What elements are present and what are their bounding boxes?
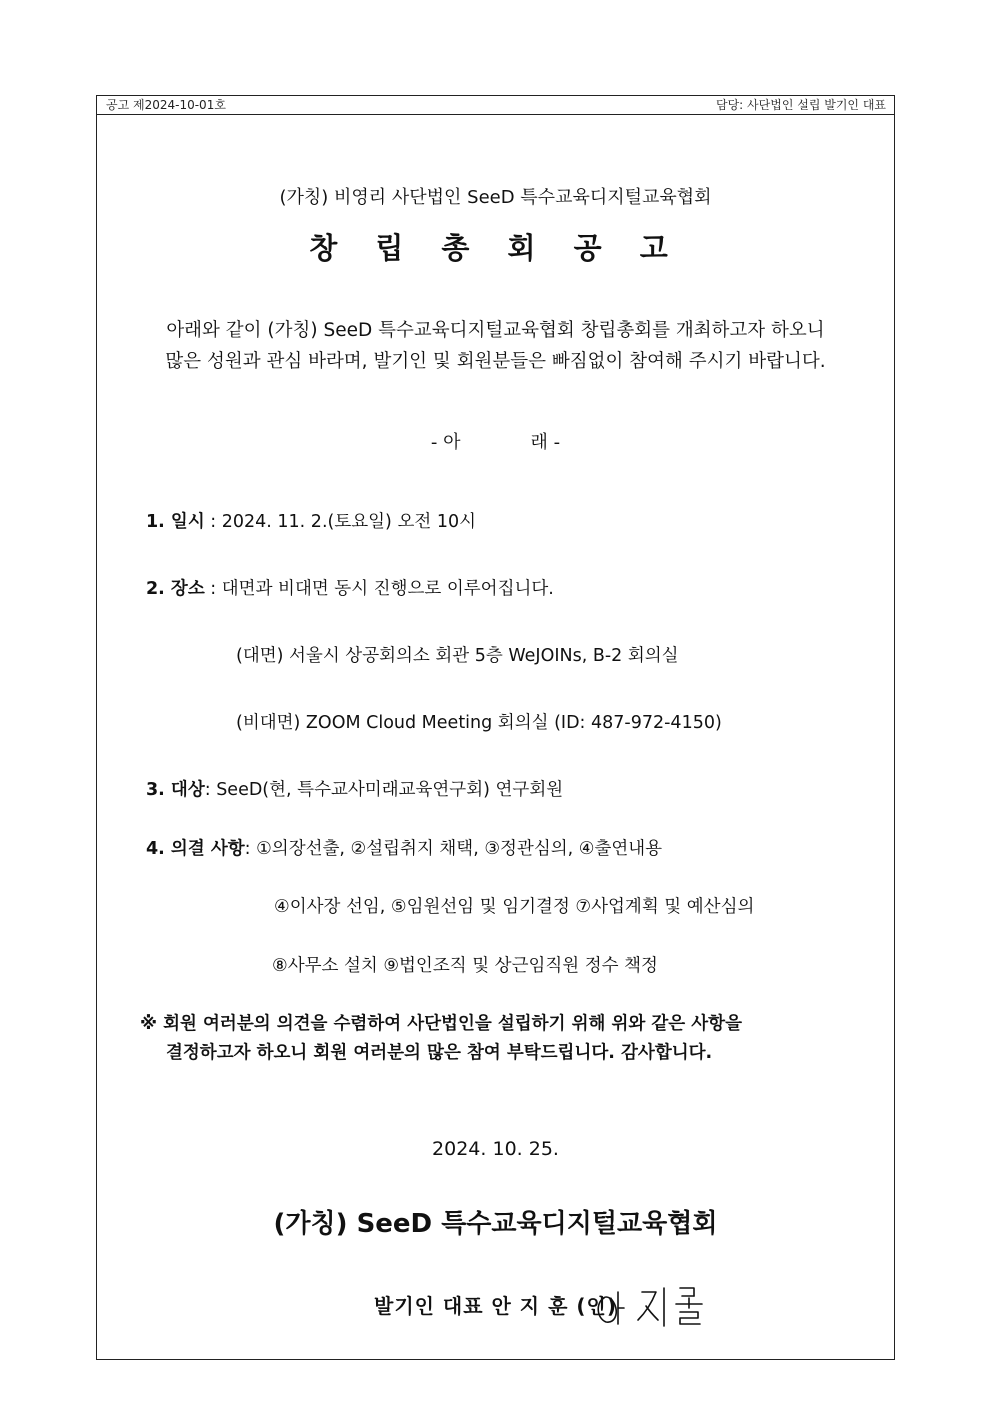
page-title: 창 립 총 회 공 고	[309, 231, 682, 265]
item-datetime	[146, 508, 476, 533]
handwritten-signature	[590, 1278, 730, 1334]
item-venue	[146, 575, 554, 600]
item-agenda-text: : ①의장선출, ②설립취지 채택, ③정관심의, ④출연내용	[244, 839, 663, 859]
item-venue-label: 2. 장소	[146, 579, 205, 599]
signer-line: 발기인 대표 안 지 훈 (인)	[374, 1294, 617, 1318]
item-venue-text: : 대면과 비대면 동시 진행으로 이루어집니다.	[204, 579, 554, 599]
separator-left: - 아	[430, 432, 461, 453]
notice-number: 공고 제2024-10-01호	[106, 98, 226, 112]
header-divider	[96, 114, 895, 115]
item-agenda	[146, 835, 662, 860]
agenda-line-2: ④이사장 선임, ⑤임원선임 및 임기결정 ⑦사업계획 및 예산심의	[274, 897, 755, 917]
intro-paragraph	[96, 315, 895, 377]
notice-date: 2024. 10. 25.	[432, 1138, 559, 1160]
contact-info: 담당: 사단법인 설립 발기인 대표	[716, 98, 886, 112]
item-datetime-text: : 2024. 11. 2.(토요일) 오전 10시	[204, 512, 476, 532]
item-target-text: : SeeD(현, 특수교사미래교육연구회) 연구회원	[204, 780, 564, 800]
item-target	[146, 776, 563, 801]
note-line-2: 결정하고자 하오니 회원 여러분의 많은 참여 부탁드립니다. 감사합니다.	[166, 1043, 713, 1063]
intro-line-2: 많은 성원과 관심 바라며, 발기인 및 회원분들은 빠짐없이 참여해 주시기 바랍니다.	[165, 351, 826, 372]
section-separator	[96, 428, 895, 454]
organization-name: (가칭) SeeD 특수교육디지털교육협회	[273, 1209, 718, 1239]
separator-right: 래 -	[530, 432, 561, 453]
note-line-1: ※ 회원 여러분의 의견을 수렴하여 사단법인을 설립하기 위해 위와 같은 사항을	[140, 1014, 742, 1034]
item-target-label: 3. 대상	[146, 780, 205, 800]
closing-note	[140, 1010, 880, 1068]
item-datetime-label: 1. 일시	[146, 512, 205, 532]
venue-online: (비대면) ZOOM Cloud Meeting 회의실 (ID: 487-972-4150)	[236, 713, 722, 733]
agenda-line-3: ⑧사무소 설치 ⑨법인조직 및 상근임직원 정수 책정	[272, 956, 658, 976]
organization-subtitle: (가칭) 비영리 사단법인 SeeD 특수교육디지털교육협회	[279, 187, 712, 208]
venue-offline: (대면) 서울시 상공회의소 회관 5층 WeJOINs, B-2 회의실	[236, 646, 679, 666]
intro-line-1: 아래와 같이 (가칭) SeeD 특수교육디지털교육협회 창립총회를 개최하고자 하오니	[166, 320, 825, 341]
item-agenda-label: 4. 의결 사항	[146, 839, 245, 859]
